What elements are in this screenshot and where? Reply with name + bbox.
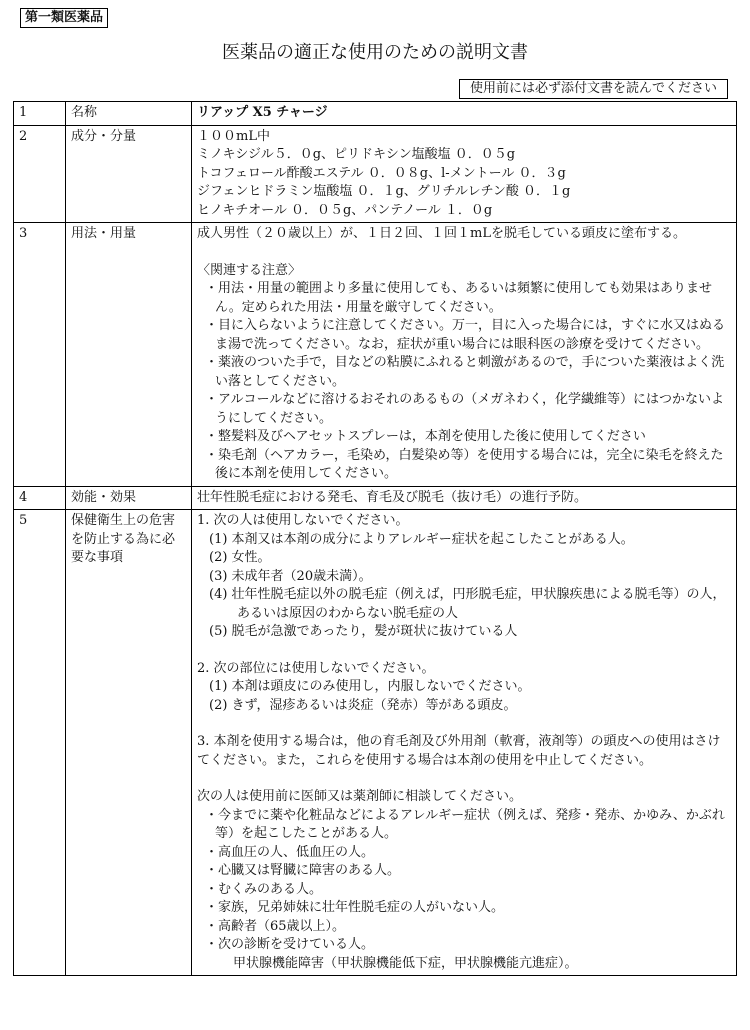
table-row	[14, 510, 737, 976]
list-item: (5) 脱毛が急激であったり，髪が斑状に抜けている人	[209, 624, 518, 639]
list-item: (2) きず，湿疹あるいは炎症（発赤）等がある頭皮。	[209, 697, 517, 713]
caution-item: ・整髪料及びヘアセットスプレーは，本剤を使用した後に使用してください	[205, 429, 646, 444]
list-item: (2) 女性。	[209, 550, 271, 565]
ingredient-line: １００mL中	[197, 128, 270, 144]
sub-item: 甲状腺機能障害（甲状腺機能低下症，甲状腺機能亢進症）。	[233, 955, 578, 971]
list-item: ・次の診断を受けている人。	[205, 937, 375, 952]
ingredient-line: ミノキシジル５．０g、ピリドキシン塩酸塩 ０．０５g	[197, 147, 516, 162]
list-item: ・心臓又は腎臓に障害のある人。	[205, 863, 401, 878]
ingredient-line: ジフェンヒドラミン塩酸塩 ０．１g、グリチルレチン酸 ０．１g	[197, 184, 571, 199]
list-item: ・むくみのある人。	[205, 881, 323, 897]
caution-item: ・アルコールなどに溶けるおそれのあるもの（メガネわく，化学繊維等）にはつかないようにしてください。	[205, 392, 724, 426]
notice-box: 使用前には必ず添付文書を読んでください	[459, 79, 728, 99]
row-number: 2	[14, 125, 66, 223]
caution-item: ・染毛剤（ヘアカラー，毛染め，白髪染め等）を使用する場合には，完全に染毛を終えた後に本剤を使用してください。	[205, 447, 724, 481]
row-label: 保健衛生上の危害を防止する為に必要な事項	[66, 510, 192, 976]
caution-heading: 〈関連する注意〉	[197, 262, 302, 278]
table-row	[14, 486, 737, 510]
caution-item: ・用法・用量の範囲より多量に使用しても、あるいは頻繁に使用しても効果はありません。定められた用法・用量を厳守してください。	[205, 281, 713, 315]
list-item: ・高齢者（65歳以上）。	[205, 918, 346, 934]
page-title: 医薬品の適正な使用のための説明文書	[222, 42, 528, 63]
section-heading: 2. 次の部位には使用しないでください。	[197, 660, 435, 676]
ingredient-line: トコフェロール酢酸エステル ０．０８g、l-メントール ０．３g	[197, 165, 566, 181]
section-heading: 次の人は使用前に医師又は薬剤師に相談してください。	[197, 789, 523, 804]
list-item: (3) 未成年者（20歳未満）。	[209, 568, 372, 584]
precautions-cell	[192, 510, 737, 976]
row-number: 4	[14, 486, 66, 510]
section-paragraph: 3. 本剤を使用する場合は，他の育毛剤及び外用剤（軟膏，液剤等）の頭皮への使用はさけてください。また，これらを使用する場合は本剤の使用を中止してください。	[197, 734, 721, 768]
row-label: 名称	[66, 102, 192, 126]
list-item: ・今までに薬や化粧品などによるアレルギー症状（例えば、発疹・発赤、かゆみ、かぶれ等）を起こしたことがある人。	[205, 807, 725, 841]
dosage-main: 成人男性（２０歳以上）が、１日２回、１回１mLを脱毛している頭皮に塗布する。	[197, 226, 686, 241]
list-item: (4) 壮年性脱毛症以外の脱毛症（例えば，円形脱毛症，甲状腺疾患による脱毛等）の人，あるいは原因のわからない脱毛症の人	[209, 587, 726, 621]
row-label: 成分・分量	[66, 125, 192, 223]
table-row	[14, 125, 737, 223]
list-item: (1) 本剤又は本剤の成分によりアレルギー症状を起こしたことがある人。	[209, 531, 634, 547]
list-item: ・家族，兄弟姉妹に壮年性脱毛症の人がいない人。	[205, 900, 505, 915]
caution-item: ・薬液のついた手で，目などの粘膜にふれると刺激があるので，手についた薬液はよく洗い落としてください。	[205, 355, 725, 389]
table-row	[14, 102, 737, 126]
table-row	[14, 223, 737, 487]
row-label: 用法・用量	[66, 223, 192, 487]
row-number: 5	[14, 510, 66, 976]
list-item: ・高血圧の人、低血圧の人。	[205, 844, 375, 860]
row-label: 効能・効果	[66, 486, 192, 510]
section-heading: 1. 次の人は使用しないでください。	[197, 513, 409, 528]
caution-item: ・目に入らないように注意してください。万一，目に入った場合には，すぐに水又はぬるま湯で洗ってください。なお，症状が重い場合には眼科医の診療を受けてください。	[205, 318, 726, 352]
category-label: 第一類医薬品	[20, 8, 108, 28]
ingredient-line: ヒノキチオール ０．０５g、パンテノール １．０g	[197, 202, 493, 218]
list-item: (1) 本剤は頭皮にのみ使用し，内服しないでください。	[209, 679, 531, 694]
row-number: 3	[14, 223, 66, 487]
ingredients-cell	[192, 125, 737, 223]
efficacy-cell: 壮年性脱毛症における発毛、育毛及び脱毛（抜け毛）の進行予防。	[192, 486, 737, 510]
row-number: 1	[14, 102, 66, 126]
info-table	[13, 101, 737, 976]
product-name: リアップ X5 チャージ	[192, 102, 737, 126]
dosage-cell	[192, 223, 737, 487]
